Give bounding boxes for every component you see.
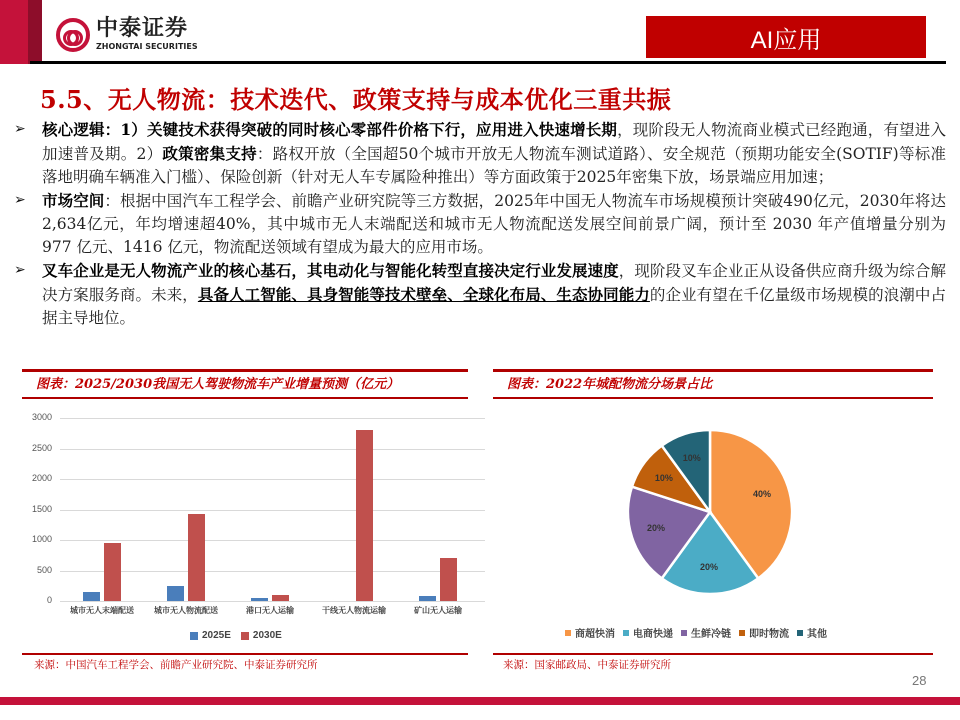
pie-chart	[627, 429, 793, 595]
legend-swatch	[565, 630, 571, 636]
arrow-bullet-icon: ➢	[14, 192, 26, 208]
legend-label: 商超快消	[575, 629, 615, 640]
pie-slice-label: 40%	[753, 488, 772, 499]
legend-swatch	[681, 630, 687, 636]
gridline	[60, 449, 485, 450]
pie-slice-label: 20%	[700, 561, 719, 572]
y-axis-tick: 3000	[31, 412, 52, 422]
x-axis-label: 矿山无人运输	[414, 606, 462, 615]
company-logo	[56, 18, 198, 52]
legend-label: 2030E	[252, 630, 282, 641]
bar-chart	[20, 405, 470, 645]
legend-label: 生鲜冷链	[691, 629, 731, 640]
gridline	[60, 571, 485, 572]
legend-item	[241, 630, 282, 641]
y-axis-tick: 0	[46, 595, 52, 605]
bar-chart-title-bar	[22, 369, 468, 399]
bullet-market-space	[12, 189, 946, 259]
bar-chart-source-divider	[22, 653, 468, 655]
gridline	[60, 479, 485, 480]
legend-label: 即时物流	[749, 629, 789, 640]
bullet-text: ，现阶段叉车企业正从设备供应商升级为综合解决方案服务商。未来，	[42, 262, 946, 304]
bullet-bold-text: 市场空间	[42, 191, 105, 210]
bar-2030E	[356, 430, 373, 601]
legend-swatch	[739, 630, 745, 636]
pie-slice-label: 10%	[682, 452, 701, 463]
bullet-text: 的企业有望在千亿量级市场规模的浪潮中占据主导地位。	[42, 286, 946, 327]
bullet-list	[12, 118, 946, 330]
arrow-bullet-icon: ➢	[14, 121, 26, 137]
pie-chart-title-bar	[493, 369, 933, 399]
legend-item	[565, 625, 615, 640]
section-tag: AI应用	[646, 16, 926, 58]
bar-chart-title: 图表：2025/2030我国无人驾驶物流车产业增量预测（亿元）	[36, 377, 400, 392]
y-axis-tick: 1000	[31, 534, 52, 544]
page-title: 5.5、无人物流：技术迭代、政策支持与成本优化三重共振	[40, 85, 672, 114]
pie-chart-source: 来源：国家邮政局、中泰证券研究所	[503, 659, 671, 671]
bar-2025E	[167, 586, 184, 601]
legend-swatch	[241, 632, 249, 640]
x-axis-label: 城市无人物流配送	[154, 606, 218, 615]
y-axis-tick: 1500	[31, 503, 52, 514]
bullet-underlined-text: 具备人工智能、具身智能等技术壁垒、全球化布局、生态协同能力	[197, 285, 650, 304]
y-axis-tick: 2000	[31, 473, 52, 483]
y-axis-tick: 2500	[31, 442, 52, 453]
x-axis-label: 港口无人运输	[246, 606, 294, 615]
bullet-bold-text: 叉车企业是无人物流产业的核心基石，其电动化与智能化转型直接决定行业发展速度	[42, 261, 619, 280]
legend-label: 其他	[807, 629, 827, 640]
legend-label: 电商快递	[633, 629, 673, 640]
pie-chart-source-divider	[493, 653, 933, 655]
bullet-core-logic	[12, 118, 946, 189]
header-accent-bar	[0, 0, 28, 64]
y-axis-tick: 500	[36, 564, 52, 575]
legend-swatch	[797, 630, 803, 636]
bar-chart-legend	[190, 630, 292, 641]
legend-item	[190, 630, 231, 641]
pie-chart-title: 图表：2022年城配物流分场景占比	[507, 377, 713, 392]
gridline	[60, 601, 485, 602]
arrow-bullet-icon: ➢	[14, 262, 26, 278]
bar-2025E	[251, 598, 268, 601]
pie-slice-label: 20%	[646, 523, 665, 534]
bullet-text: ，现阶段无人物流商业模式已经跑通，有望进入加速普及期。2）	[42, 121, 946, 163]
legend-item	[681, 625, 731, 640]
page-number: 28	[912, 673, 927, 688]
legend-item	[797, 625, 827, 640]
bar-2030E	[104, 543, 121, 601]
x-axis-label: 城市无人末端配送	[70, 606, 134, 615]
bullet-forklift	[12, 259, 946, 330]
logo-name-cn: 中泰证券	[96, 16, 189, 41]
bullet-bold-text: 核心逻辑：1）关键技术获得突破的同时核心零部件价格下行，应用进入快速增长期	[42, 120, 618, 139]
bar-chart-source: 来源：中国汽车工程学会、前瞻产业研究院、中泰证券研究所	[34, 659, 318, 671]
legend-swatch	[190, 632, 198, 640]
gridline	[60, 418, 485, 419]
legend-item	[739, 625, 789, 640]
x-axis-label: 干线无人物流运输	[322, 606, 386, 615]
header-accent-bar-dark	[28, 0, 42, 64]
bullet-text: ：路权开放（全国超50个城市开放无人物流车测试道路）、安全规范（预期功能安全(SOTIF)等标准落地明确车辆准入门槛）、保险创新（针对无人车专属险种推出）等方面政策于2025年密集下放，场景端应用加速；	[42, 145, 946, 186]
logo-name-en: ZHONGTAI SECURITIES	[96, 42, 198, 51]
pie-chart-legend	[565, 625, 835, 640]
bullet-bold-text: 政策密集支持	[162, 144, 257, 163]
logo-icon	[56, 18, 90, 52]
bar-2030E	[272, 595, 289, 601]
header-divider	[30, 61, 946, 64]
bar-2030E	[440, 558, 457, 601]
gridline	[60, 540, 485, 541]
bar-2030E	[188, 514, 205, 601]
bar-2025E	[419, 596, 436, 601]
legend-item	[623, 625, 673, 640]
legend-label: 2025E	[202, 630, 231, 641]
footer-bar	[0, 697, 960, 705]
pie-slice-label: 10%	[654, 473, 673, 484]
legend-swatch	[623, 630, 629, 636]
gridline	[60, 510, 485, 511]
bar-2025E	[83, 592, 100, 601]
bullet-text: ：根据中国汽车工程学会、前瞻产业研究院等三方数据，2025年中国无人物流车市场规模预计突破490亿元，2030年将达2,634亿元，年均增速超40%，其中城市无人末端配送和城市无人物流配送发展空间前景广阔，预计至 2030 年产值增量分别为 977 亿元、1416 亿元，物流配送领域有望成为最大的应用市场。	[42, 192, 946, 256]
